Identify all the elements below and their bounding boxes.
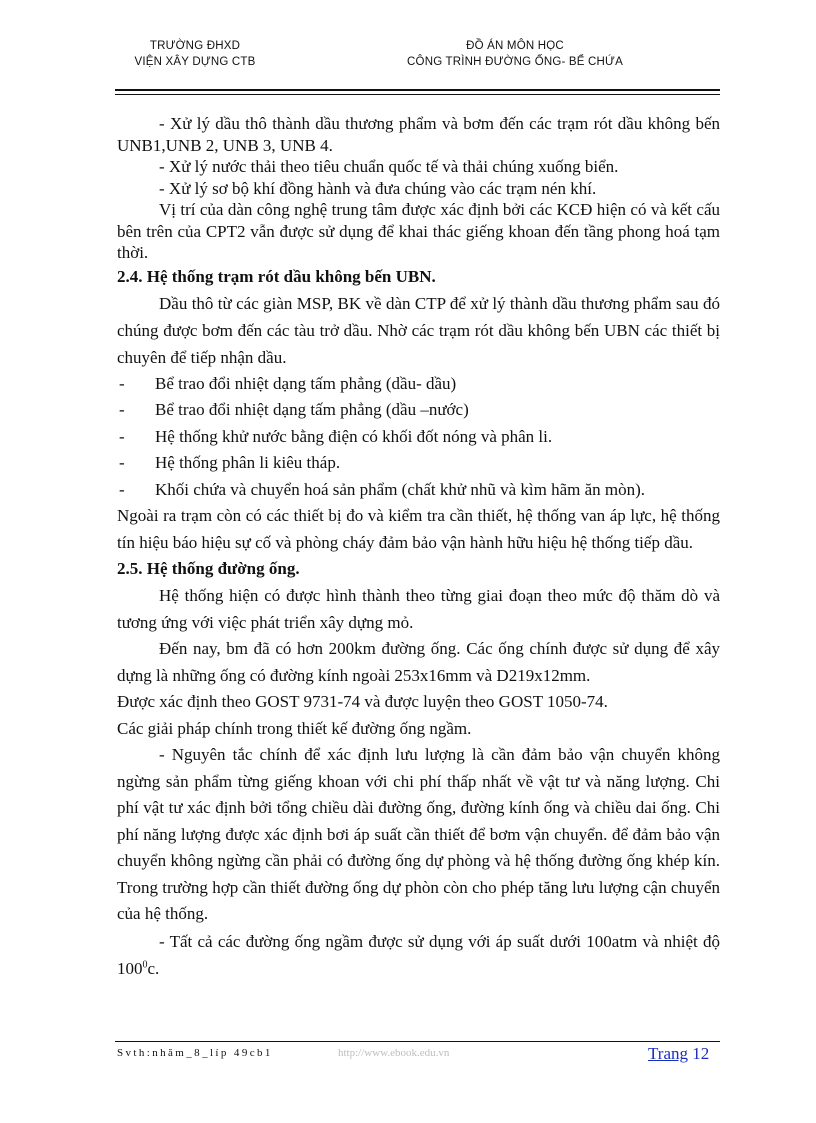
list-item: - Hệ thống khử nước bằng điện có khối đốt nóng và phân li. <box>119 426 553 446</box>
page-word: Trang <box>648 1044 688 1063</box>
paragraph-pressure: - Tất cả các đường ống ngầm được sử dụng với áp suất dưới 100atm và nhiệt độ $100^0c$. <box>117 931 720 978</box>
equipment-list <box>117 371 720 504</box>
header-rule-thick <box>115 89 720 91</box>
footer-url: http://www.ebook.edu.vn <box>338 1047 450 1059</box>
list-item: - Bể trao đổi nhiệt dạng tấm phẳng (dầu –nước) <box>119 400 469 419</box>
document-body <box>117 113 720 982</box>
paragraph-gas: - Xử lý sơ bộ khí đồng hành và đưa chúng vào các trạm nén khí. <box>159 178 597 198</box>
paragraph-crude-processing: - Xử lý dầu thô thành dầu thương phẩm và bơm đến các trạm rót dầu không bến UNB1,UNB 2, UNB 3, UNB 4. <box>117 114 720 155</box>
paragraph-wastewater: - Xử lý nước thải theo tiêu chuẩn quốc tế và thải chúng xuống biển. <box>159 157 619 176</box>
paragraph-station-equipment: Ngoài ra trạm còn có các thiết bị đo và kiểm tra cần thiết, hệ thống van áp lực, hệ thống tín hiệu báo hiệu sự cố và phòng cháy đảm bảo vận hành hữu hiệu hệ thống tiếp dầu. <box>117 506 720 552</box>
header-left <box>110 38 280 70</box>
paragraph-gost: Được xác định theo GOST 9731-74 và được luyện theo GOST 1050-74. <box>117 692 608 711</box>
header-university: TRƯỜNG ĐHXD <box>149 40 241 52</box>
footer-student: Svth:nhăm_8_líp 49cb1 <box>117 1047 273 1059</box>
degree-superscript: 0 <box>142 958 148 970</box>
paragraph-platform-location: Vị trí của dàn công nghệ trung tâm được xác định bởi các KCĐ hiện có và kết cấu bên trên của CPT2 vẫn được sử dụng để khai thác giếng khoan đến tầng phong hoá tạm thời. <box>117 200 720 262</box>
header-right <box>370 38 660 70</box>
heading-section-2-4: 2.4. Hệ thống trạm rót dầu không bến UBN. <box>117 266 436 286</box>
list-item: - Hệ thống phân li kiêu tháp. <box>119 453 341 472</box>
page-num: 12 <box>692 1044 710 1063</box>
heading-section-2-5: 2.5. Hệ thống đường ống. <box>117 559 300 578</box>
header-rule-thin <box>115 94 720 95</box>
footer-rule <box>115 1041 720 1042</box>
page-number <box>648 1044 709 1064</box>
header-institute: VIỆN XÂY DỰNG CTB <box>134 56 256 68</box>
paragraph-pipeline-length: Đến nay, bm đã có hơn 200km đường ống. Các ống chính được sử dụng để xây dựng là những ống có đường kính ngoài 253x16mm và D219x12mm. <box>117 639 720 685</box>
list-item: - Bể trao đổi nhiệt dạng tấm phẳng (dầu- dầu) <box>119 373 457 393</box>
header-project: ĐỒ ÁN MÔN HỌC <box>466 40 564 52</box>
paragraph-pipeline-system: Hệ thống hiện có được hình thành theo từng giai đoạn theo mức độ thăm dò và tương ứng với việc phát triển xây dựng mỏ. <box>117 586 720 632</box>
header-subject: CÔNG TRÌNH ĐƯỜNG ỐNG- BỂ CHỨA <box>407 56 623 68</box>
paragraph-crude-oil: Dầu thô từ các giàn MSP, BK về dàn CTP để xử lý thành dầu thương phẩm sau đó chúng được bơm đến các tàu trở dầu. Nhờ các trạm rót dầu không bến UBN các thiết bị chuyên để tiếp nhận dầu. <box>117 293 720 367</box>
paragraph-flow-principle: - Nguyên tắc chính để xác định lưu lượng là cần đảm bảo vận chuyển không ngừng sản phẩm từng giếng khoan với chi phí thấp nhất về vật tư và năng lượng. Chi phí vật tư xác định bởi tổng chiều dài đường ống, đường kính ống và chiều dai ống. Chi phí năng lượng được xác định bơi áp suất cần thiết để bơm vận chuyển. để đảm bảo vận chuyển không ngừng cần phải có đường ống dự phòng và hệ thống đường ống khép kín. Trong trường hợp cần thiết đường ống dự phòn còn cho phép tăng lưu lượng cận chuyển của hệ thống. <box>117 745 720 923</box>
paragraph-solutions: Các giải pháp chính trong thiết kế đường ống ngầm. <box>117 718 472 738</box>
list-item: - Khối chứa và chuyển hoá sản phẩm (chất khử nhũ và kìm hãm ăn mòn). <box>119 479 646 499</box>
